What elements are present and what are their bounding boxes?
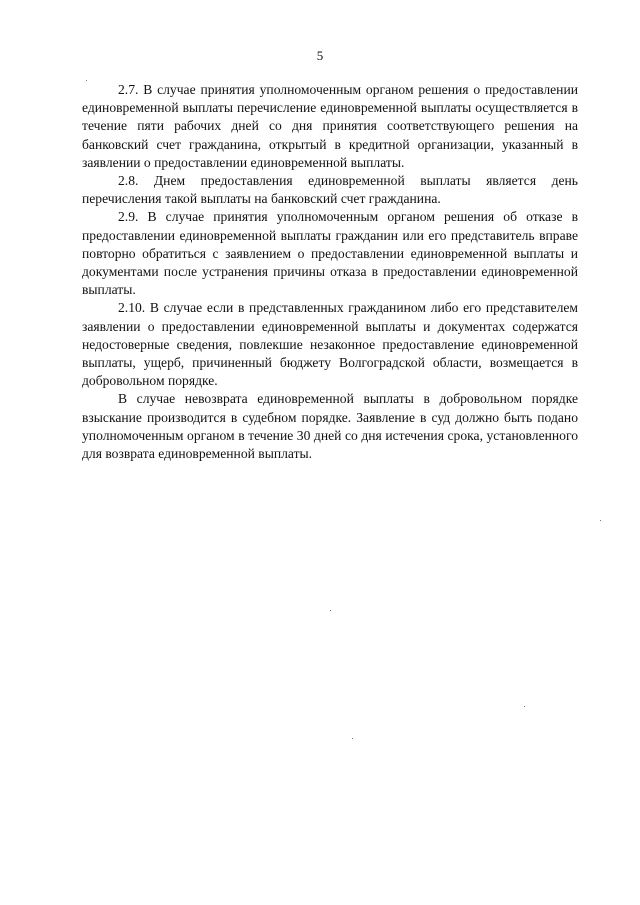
scan-speck bbox=[330, 610, 331, 611]
page-number: 5 bbox=[316, 48, 324, 63]
scan-speck bbox=[600, 520, 601, 521]
paragraph-refund-procedure: В случае невозврата единовременной выплаты в добровольном порядке взыскание производится в судебном порядке. Заявление в суд должно быть подано уполномоченным органом в течение 30 дней со дня истечения срока, установленного для возврата единовременной выплаты. bbox=[82, 391, 578, 462]
scan-speck bbox=[524, 706, 525, 707]
scan-speck bbox=[86, 80, 87, 81]
paragraph-2-10: 2.10. В случае если в представленных гражданином либо его представителем заявлении о предоставлении единовременной выплаты и документах содержатся недостоверные сведения, повлекшие незаконное предоставление единовременной выплаты, ущерб, причиненный бюджету Волгоградской области, возмещается в добровольном порядке. bbox=[82, 300, 578, 389]
scan-speck bbox=[352, 738, 353, 739]
document-body bbox=[82, 81, 578, 463]
paragraph-2-7: 2.7. В случае принятия уполномоченным органом решения о предоставлении единовременной выплаты перечисление единовременной выплаты осуществляется в течение пяти рабочих дней со дня принятия соответствующего решения на банковский счет гражданина, открытый в кредитной организации, указанный в заявлении о предоставлении единовременной выплаты. bbox=[82, 82, 578, 170]
paragraph-2-8: 2.8. Днем предоставления единовременной выплаты является день перечисления такой выплаты на банковский счет гражданина. bbox=[82, 173, 578, 207]
paragraph-2-9: 2.9. В случае принятия уполномоченным органом решения об отказе в предоставлении единовременной выплаты гражданин или его представитель вправе повторно обратиться с заявлением о предоставлении единовременной выплаты и документами после устранения причины отказа в предоставлении единовременной выплаты. bbox=[82, 209, 578, 298]
